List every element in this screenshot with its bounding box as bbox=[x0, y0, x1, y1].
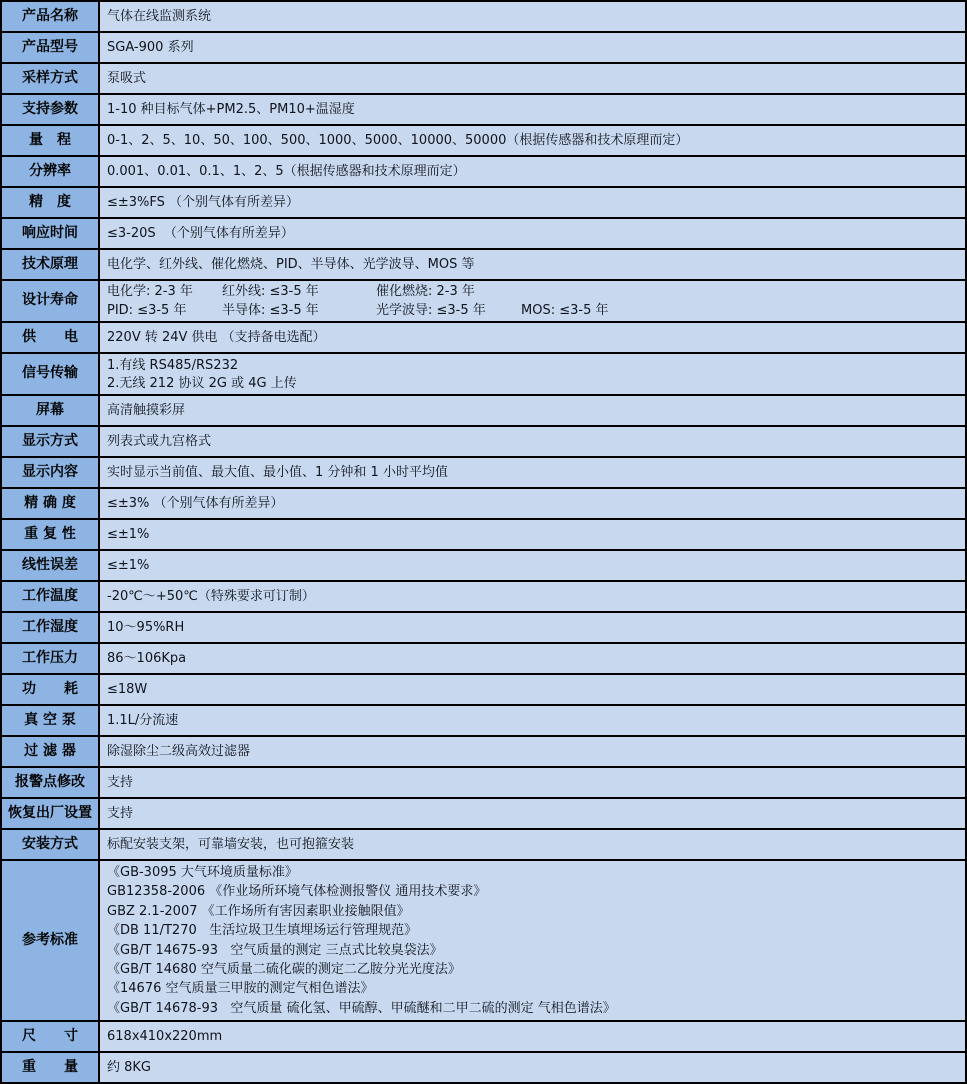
spec-value bbox=[100, 582, 967, 613]
spec-value bbox=[100, 675, 967, 706]
spec-label: 支持参数 bbox=[2, 95, 100, 126]
table-row bbox=[2, 250, 967, 281]
spec-label: 工作湿度 bbox=[2, 613, 100, 644]
spec-value bbox=[100, 644, 967, 675]
spec-value-text: 高清触摸彩屏 bbox=[107, 403, 186, 418]
spec-value-line: 《GB/T 14678-93 空气质量 硫化氢、甲硫醇、甲硫醚和二甲二硫的测定 气相色谱法》 bbox=[107, 1000, 616, 1016]
spec-label: 报警点修改 bbox=[2, 768, 100, 799]
spec-label: 重 量 bbox=[2, 1053, 100, 1084]
spec-value bbox=[100, 861, 967, 1022]
spec-label: 线性误差 bbox=[2, 551, 100, 582]
spec-value-text: 86～106Kpa bbox=[107, 651, 187, 666]
spec-value-text: 1-10 种目标气体+PM2.5、PM10+温湿度 bbox=[107, 102, 355, 117]
lifetime-entry: 红外线: ≤3-5 年 bbox=[222, 284, 319, 299]
spec-value-text: 10～95%RH bbox=[107, 620, 185, 635]
spec-value bbox=[100, 489, 967, 520]
spec-value-text: 0-1、2、5、10、50、100、500、1000、5000、10000、50000（根据传感器和技术原理而定） bbox=[107, 133, 689, 148]
spec-value-text: 1.1L/分流速 bbox=[107, 713, 179, 728]
spec-label: 精 度 bbox=[2, 188, 100, 219]
spec-value-line bbox=[107, 301, 957, 320]
table-row bbox=[2, 126, 967, 157]
spec-label: 设计寿命 bbox=[2, 281, 100, 323]
spec-value bbox=[100, 737, 967, 768]
table-row bbox=[2, 737, 967, 768]
table-row bbox=[2, 427, 967, 458]
spec-value-text: ≤±1% bbox=[107, 558, 150, 573]
spec-value-text: 标配安装支架，可靠墙安装，也可抱箍安装 bbox=[107, 837, 355, 852]
spec-label: 功 耗 bbox=[2, 675, 100, 706]
spec-label: 工作温度 bbox=[2, 582, 100, 613]
spec-value bbox=[100, 396, 967, 427]
spec-label: 量 程 bbox=[2, 126, 100, 157]
table-row bbox=[2, 157, 967, 188]
spec-value-line: 《GB/T 14680 空气质量二硫化碳的测定二乙胺分光光度法》 bbox=[107, 961, 461, 977]
table-row bbox=[2, 520, 967, 551]
spec-value-text: 0.001、0.01、0.1、1、2、5（根据传感器和技术原理而定） bbox=[107, 164, 466, 179]
spec-value bbox=[100, 551, 967, 582]
table-row bbox=[2, 768, 967, 799]
spec-value-text: ≤3-20S （个别气体有所差异） bbox=[107, 226, 294, 241]
spec-value-text: ≤18W bbox=[107, 682, 148, 697]
spec-value bbox=[100, 188, 967, 219]
spec-value-line: 《14676 空气质量三甲胺的测定气相色谱法》 bbox=[107, 981, 374, 997]
table-row bbox=[2, 33, 967, 64]
spec-value bbox=[100, 95, 967, 126]
lifetime-entry: PID: ≤3-5 年 bbox=[107, 303, 187, 318]
spec-value-text: 实时显示当前值、最大值、最小值、1 分钟和 1 小时平均值 bbox=[107, 465, 448, 480]
spec-value-text: 支持 bbox=[107, 806, 134, 821]
lifetime-entry: 半导体: ≤3-5 年 bbox=[222, 303, 319, 318]
spec-value bbox=[100, 799, 967, 830]
table-row bbox=[2, 799, 967, 830]
spec-label: 产品型号 bbox=[2, 33, 100, 64]
table-row bbox=[2, 706, 967, 737]
table-row bbox=[2, 64, 967, 95]
table-row bbox=[2, 219, 967, 250]
spec-value bbox=[100, 281, 967, 323]
spec-label: 产品名称 bbox=[2, 2, 100, 33]
spec-value bbox=[100, 1053, 967, 1084]
spec-label: 响应时间 bbox=[2, 219, 100, 250]
lifetime-entry: 光学波导: ≤3-5 年 bbox=[376, 303, 486, 318]
table-row bbox=[2, 1053, 967, 1084]
spec-value-text: 618x410x220mm bbox=[107, 1029, 223, 1044]
table-row bbox=[2, 396, 967, 427]
spec-value-line: 2.无线 212 协议 2G 或 4G 上传 bbox=[107, 376, 297, 391]
spec-value bbox=[100, 706, 967, 737]
spec-value-text: ≤±3% （个别气体有所差异） bbox=[107, 496, 284, 511]
table-row bbox=[2, 613, 967, 644]
spec-value bbox=[100, 427, 967, 458]
spec-value bbox=[100, 126, 967, 157]
spec-label: 显示内容 bbox=[2, 458, 100, 489]
spec-value-line: 《GB/T 14675-93 空气质量的测定 三点式比较臭袋法》 bbox=[107, 942, 443, 958]
spec-value-text: -20℃～+50℃（特殊要求可订制） bbox=[107, 589, 315, 604]
lifetime-entry: MOS: ≤3-5 年 bbox=[521, 303, 609, 318]
table-row bbox=[2, 675, 967, 706]
table-row bbox=[2, 489, 967, 520]
spec-value bbox=[100, 768, 967, 799]
table-row bbox=[2, 354, 967, 396]
spec-label: 恢复出厂设置 bbox=[2, 799, 100, 830]
table-row bbox=[2, 281, 967, 323]
table-row bbox=[2, 323, 967, 354]
spec-value-text: 气体在线监测系统 bbox=[107, 9, 212, 24]
spec-label: 参考标准 bbox=[2, 861, 100, 1022]
table-row bbox=[2, 1022, 967, 1053]
spec-label: 信号传输 bbox=[2, 354, 100, 396]
spec-value-line: 《DB 11/T270 生活垃圾卫生填埋场运行管理规范》 bbox=[107, 923, 418, 939]
spec-label: 真 空 泵 bbox=[2, 706, 100, 737]
spec-label: 精 确 度 bbox=[2, 489, 100, 520]
spec-label: 重 复 性 bbox=[2, 520, 100, 551]
spec-value-text: ≤±1% bbox=[107, 527, 150, 542]
spec-label: 分辨率 bbox=[2, 157, 100, 188]
spec-value-text: 泵吸式 bbox=[107, 71, 147, 86]
spec-label: 尺 寸 bbox=[2, 1022, 100, 1053]
spec-label: 技术原理 bbox=[2, 250, 100, 281]
spec-value-text: 220V 转 24V 供电 （支持备电选配） bbox=[107, 330, 326, 345]
table-row bbox=[2, 830, 967, 861]
spec-value bbox=[100, 64, 967, 95]
spec-value-line: GBZ 2.1-2007 《工作场所有害因素职业接触限值》 bbox=[107, 903, 410, 919]
table-row bbox=[2, 861, 967, 1022]
spec-value-text: SGA-900 系列 bbox=[107, 40, 194, 55]
spec-label: 供 电 bbox=[2, 323, 100, 354]
spec-label: 显示方式 bbox=[2, 427, 100, 458]
spec-value bbox=[100, 2, 967, 33]
spec-value-text: 约 8KG bbox=[107, 1060, 152, 1075]
spec-value-text: 支持 bbox=[107, 775, 134, 790]
spec-value-line bbox=[107, 282, 957, 301]
spec-value bbox=[100, 354, 967, 396]
spec-label: 采样方式 bbox=[2, 64, 100, 95]
spec-value-line: 《GB-3095 大气环境质量标准》 bbox=[107, 865, 298, 880]
lifetime-entry: 电化学: 2-3 年 bbox=[107, 284, 193, 299]
spec-label: 安装方式 bbox=[2, 830, 100, 861]
spec-value-text: 除湿除尘二级高效过滤器 bbox=[107, 744, 251, 759]
spec-value bbox=[100, 250, 967, 281]
spec-value bbox=[100, 33, 967, 64]
spec-value-text: 电化学、红外线、催化燃烧、PID、半导体、光学波导、MOS 等 bbox=[107, 257, 475, 272]
spec-value-line: 1.有线 RS485/RS232 bbox=[107, 358, 239, 373]
table-row bbox=[2, 2, 967, 33]
spec-value bbox=[100, 613, 967, 644]
spec-value bbox=[100, 1022, 967, 1053]
spec-value bbox=[100, 520, 967, 551]
table-row bbox=[2, 644, 967, 675]
spec-value bbox=[100, 323, 967, 354]
table-row bbox=[2, 551, 967, 582]
spec-value bbox=[100, 458, 967, 489]
spec-value-text: ≤±3%FS （个别气体有所差异） bbox=[107, 195, 300, 210]
spec-label: 屏幕 bbox=[2, 396, 100, 427]
spec-value bbox=[100, 157, 967, 188]
spec-value bbox=[100, 830, 967, 861]
table-row bbox=[2, 582, 967, 613]
spec-value-text: 列表式或九宫格式 bbox=[107, 434, 212, 449]
spec-value-line: GB12358-2006 《作业场所环境气体检测报警仪 通用技术要求》 bbox=[107, 884, 487, 900]
table-row bbox=[2, 188, 967, 219]
lifetime-entry: 催化燃烧: 2-3 年 bbox=[376, 284, 475, 299]
spec-value bbox=[100, 219, 967, 250]
spec-label: 工作压力 bbox=[2, 644, 100, 675]
spec-label: 过 滤 器 bbox=[2, 737, 100, 768]
table-row bbox=[2, 95, 967, 126]
table-row bbox=[2, 458, 967, 489]
